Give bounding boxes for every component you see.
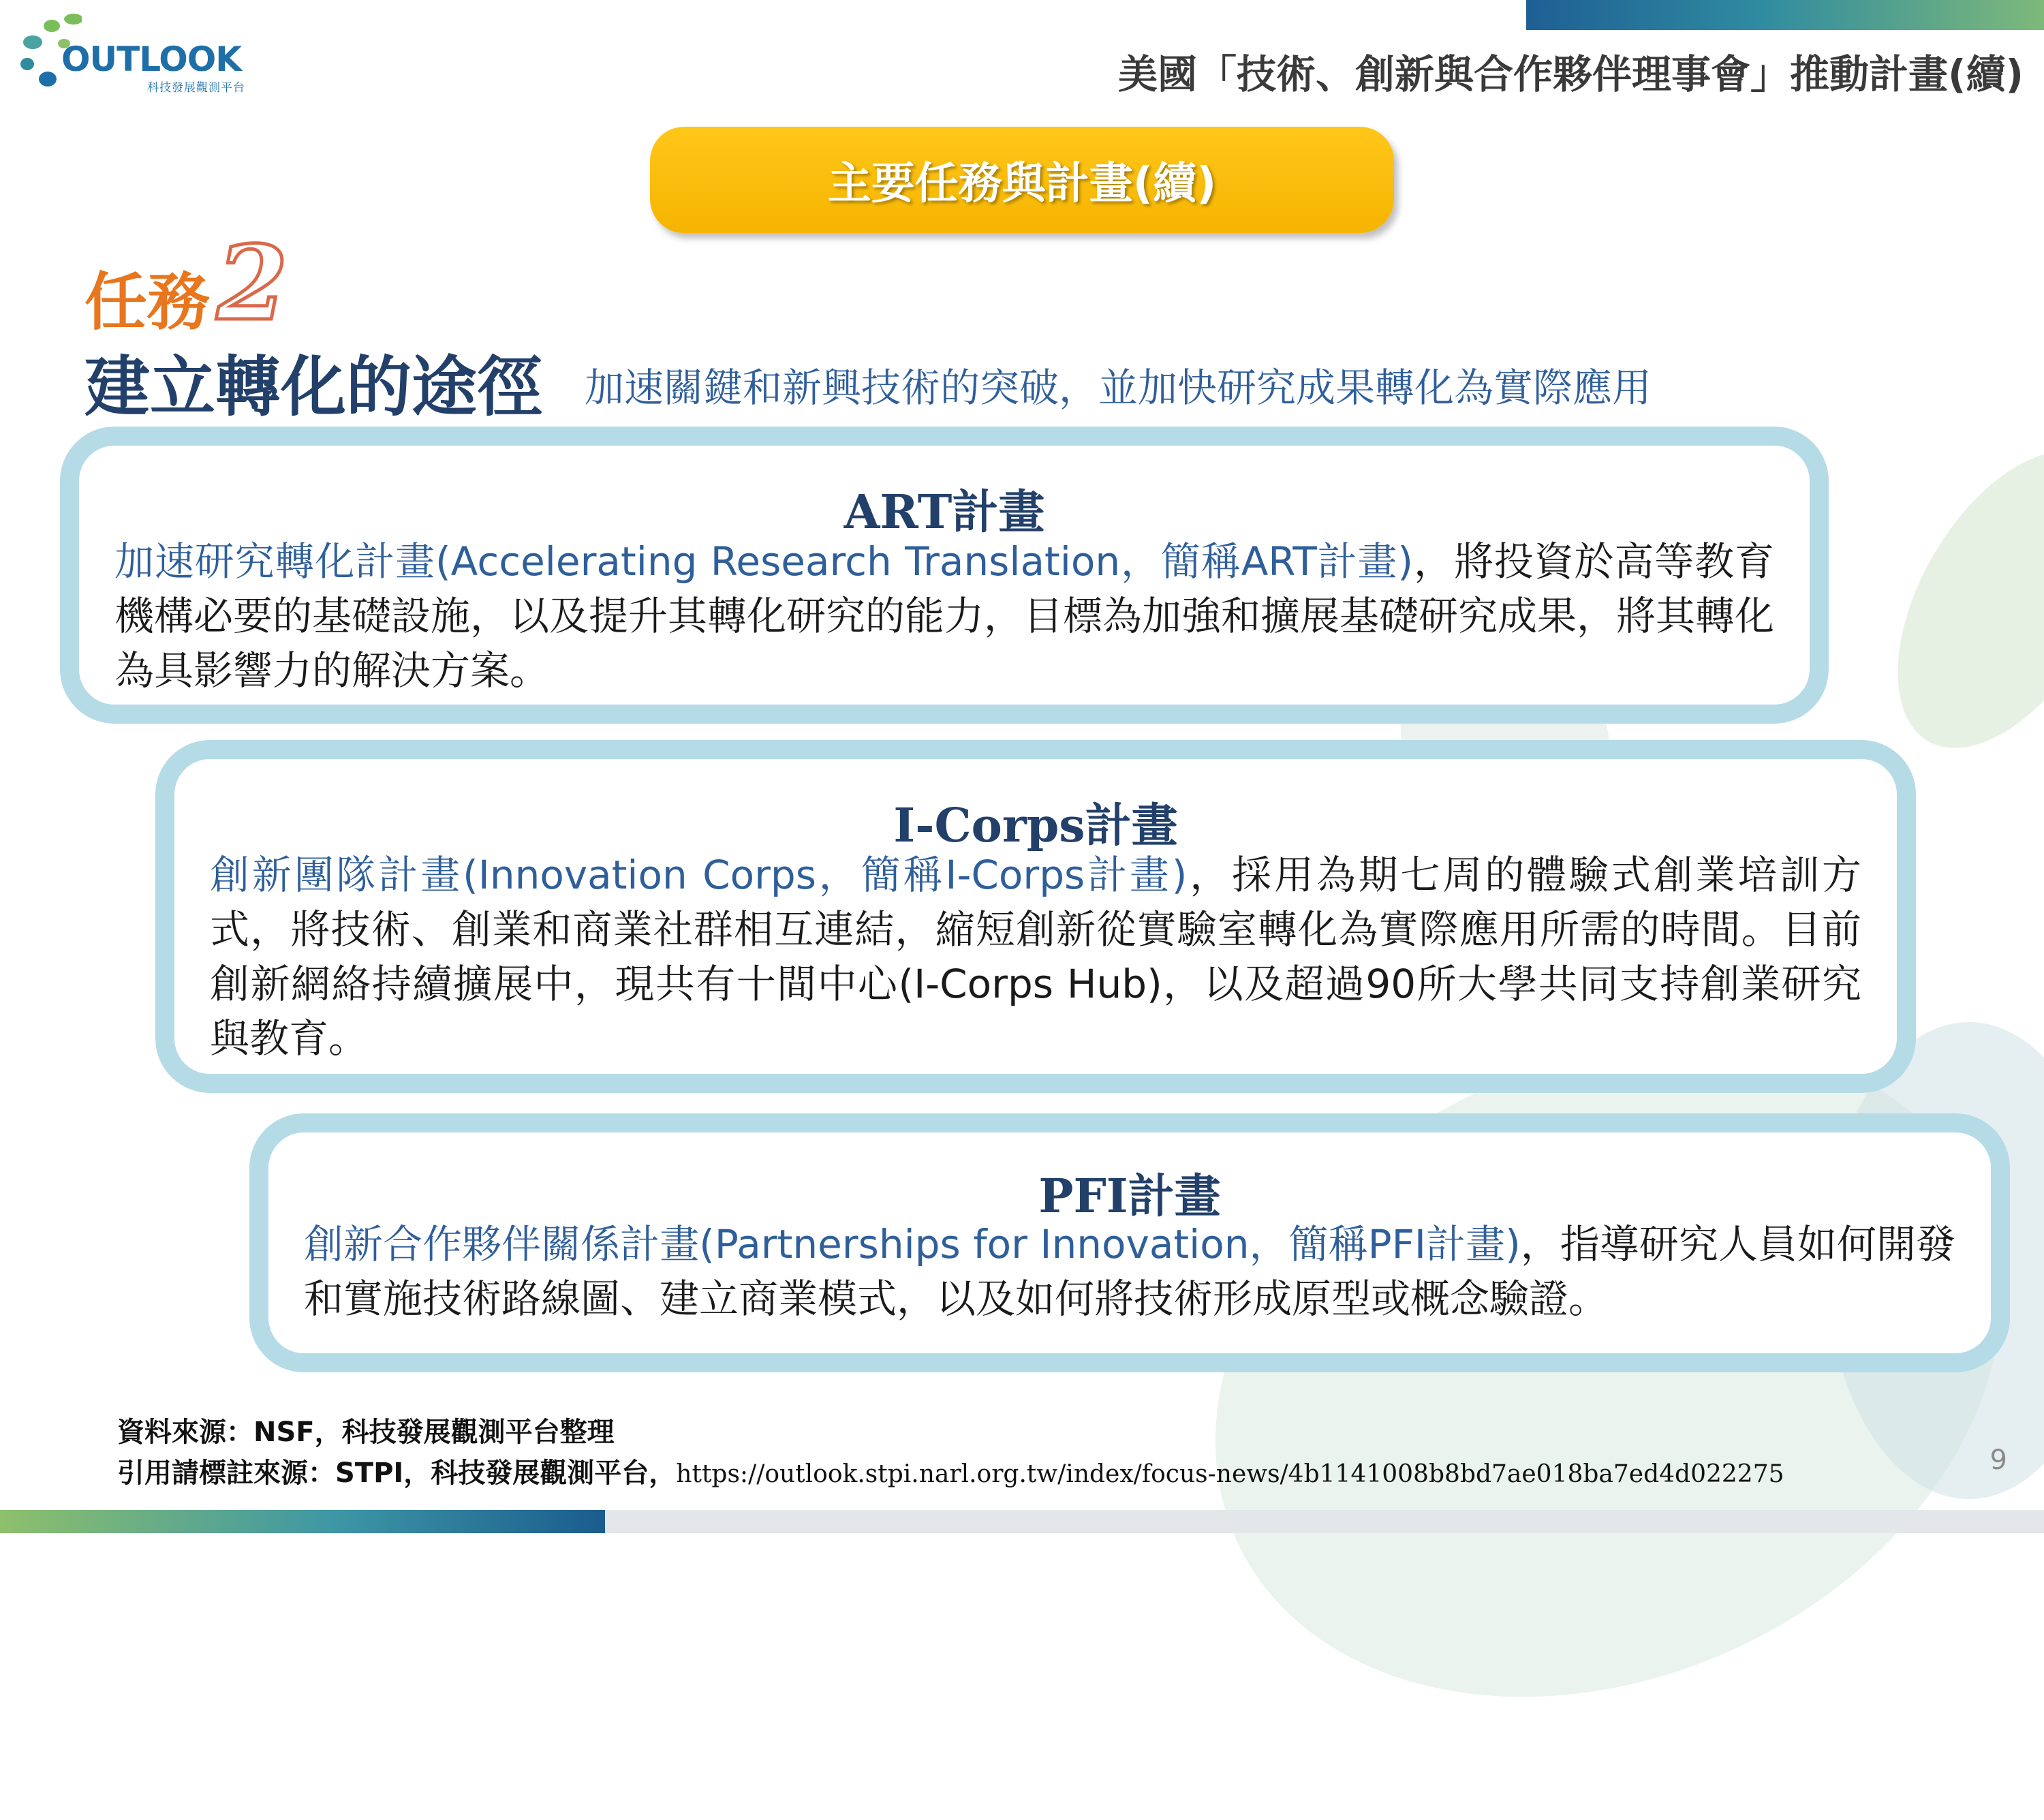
task-title: 建立轉化的途徑 [84,349,542,425]
card-body [304,1217,1955,1326]
card-title: ART計畫 [843,485,1045,540]
page-number: 9 [1989,1445,2007,1476]
task-subtitle: 加速關鍵和新興技術的突破，並加快研究成果轉化為實際應用 [585,365,1652,411]
background-leaf-right [1851,414,2044,786]
card-text: ，指導研究人員如何開發和實施技術路線圖、建立商業模式，以及如何將技術形成原型或概念驗證。 [304,1221,1955,1322]
section-banner: 主要任務與計畫(續) [650,127,1394,233]
card-body [210,848,1861,1066]
card-body [114,534,1774,698]
pfi-program-card [249,1113,2010,1372]
card-title: I-Corps計畫 [893,799,1178,853]
top-accent-bar [1526,0,2044,30]
card-highlight: 創新團隊計畫(Innovation Corps，簡稱I-Corps計畫) [210,852,1188,898]
outlook-logo [20,12,252,94]
icorps-program-card [155,740,1916,1093]
card-highlight: 加速研究轉化計畫(Accelerating Research Translation，簡稱ART計畫) [114,538,1414,585]
art-program-card [60,427,1829,724]
logo-subtitle: 科技發展觀測平台 [147,81,245,95]
page-title: 美國「技術、創新與合作夥伴理事會」推動計畫(續) [1117,51,2024,97]
task-number: 2 [217,223,288,343]
card-title: PFI計畫 [1038,1169,1221,1224]
bottom-accent-bar [0,1510,605,1533]
card-text: ，將投資於高等教育機構必要的基礎設施，以及提升其轉化研究的能力，目標為加強和擴展基礎研究成果，將其轉化為具影響力的解決方案。 [114,538,1775,694]
task-label: 任務 [84,266,211,339]
footer-citation [117,1451,1784,1490]
footer-url[interactable]: https://outlook.stpi.narl.org.tw/index/focus-news/4b1141008b8bd7ae018ba7ed4d022275 [676,1460,1784,1488]
footer-source: 資料來源：NSF，科技發展觀測平台整理 [117,1417,615,1448]
footer-cite-label: 引用請標註來源：STPI，科技發展觀測平台， [117,1457,677,1489]
card-text: ，採用為期七周的體驗式創業培訓方式，將技術、創業和商業社群相互連結，縮短創新從實驗室轉化為實際應用所需的時間。目前創新網絡持續擴展中，現共有十間中心(I-Corps Hub)，以及超過90所大學共同支持創業研究與教育。 [210,852,1861,1062]
logo-wordmark: OUTLOOK [61,40,242,79]
bottom-gray-bar [605,1510,2044,1533]
card-highlight: 創新合作夥伴關係計畫(Partnerships for Innovation，簡稱PFI計畫) [304,1221,1521,1267]
